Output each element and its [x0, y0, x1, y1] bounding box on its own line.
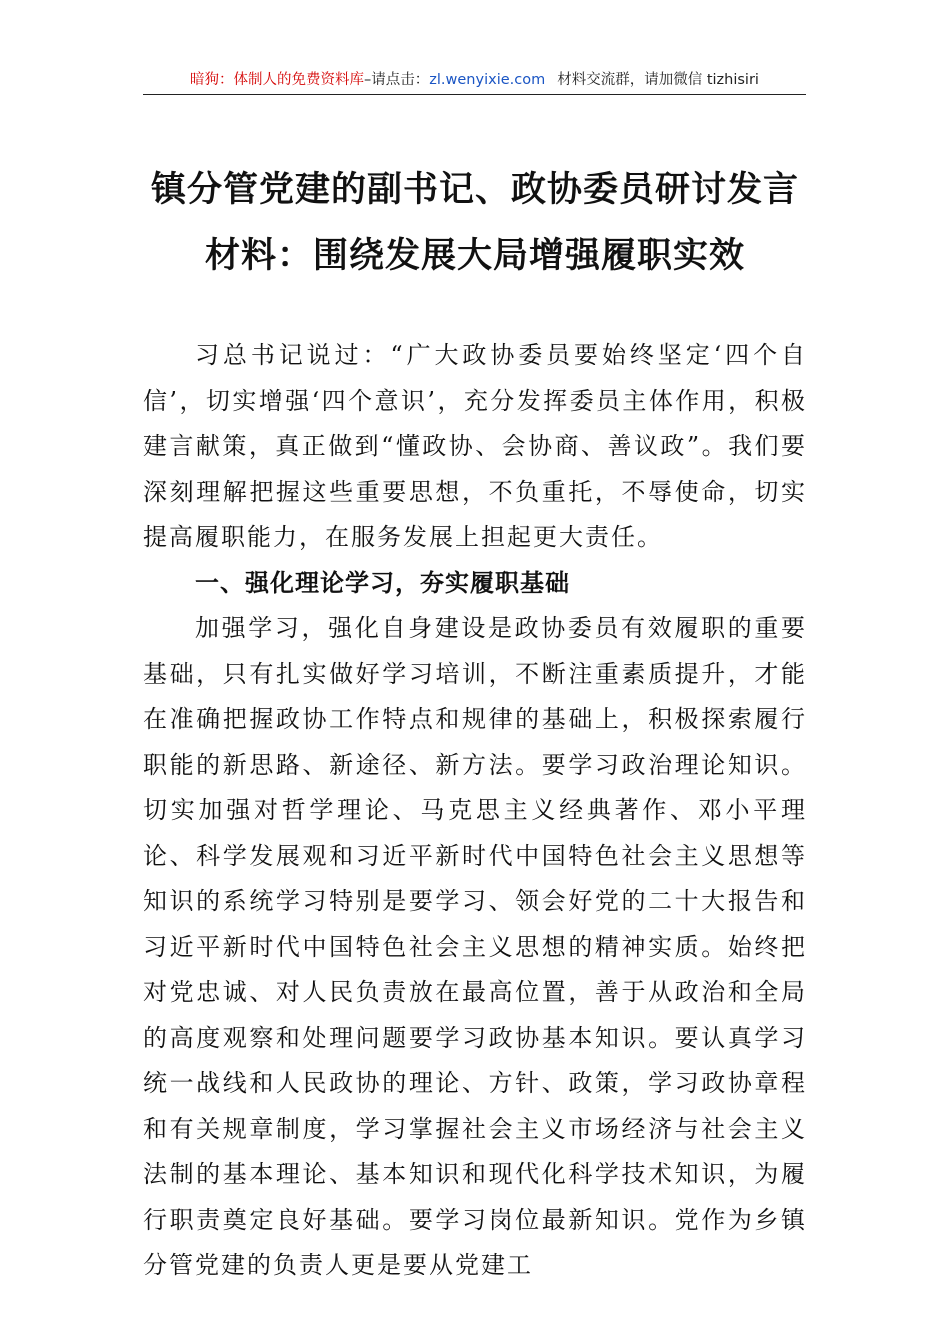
intro-paragraph: 习总书记说过：“广大政协委员要始终坚定‘四个自信’，切实增强‘四个意识’，充分发挥委员主体作用，积极建言献策，真正做到“懂政协、会协商、善议政”。我们要深刻理解把握这些重要思想，不负重托，不辱使命，切实提高履职能力，在服务发展上担起更大责任。	[143, 341, 807, 551]
document-body	[143, 333, 807, 1289]
header-prompt: –请点击：	[364, 72, 430, 88]
document-title-line-1: 镇分管党建的副书记、政协委员研讨发言	[150, 169, 799, 210]
section-1-paragraph: 加强学习，强化自身建设是政协委员有效履职的重要基础，只有扎实做好学习培训，不断注重素质提升，才能在准确把握政协工作特点和规律的基础上，积极探索履行职能的新思路、新途径、新方法。要学习政治理论知识。切实加强对哲学理论、马克思主义经典著作、邓小平理论、科学发展观和习近平新时代中国特色社会主义思想等知识的系统学习特别是要学习、领会好党的二十大报告和习近平新时代中国特色社会主义思想的精神实质。始终把对党忠诚、对人民负责放在最高位置，善于从政治和全局的高度观察和处理问题要学习政协基本知识。要认真学习统一战线和人民政协的理论、方针、政策，学习政协章程和有关规章制度，学习掌握社会主义市场经济与社会主义法制的基本理论、基本知识和现代化科学技术知识，为履行职责奠定良好基础。要学习岗位最新知识。党作为乡镇分管党建的负责人更是要从党建工	[143, 614, 807, 1279]
header-brand: 暗狗：体制人的免费资料库	[190, 72, 365, 88]
document-title-line-2: 材料：围绕发展大局增强履职实效	[204, 235, 745, 276]
header-wechat-group: 材料交流群，请加微信 tizhisiri	[557, 72, 759, 88]
header-url-link[interactable]: zl.wenyixie.com	[429, 72, 546, 88]
section-1-heading: 一、强化理论学习，夯实履职基础	[195, 568, 570, 597]
document-header	[143, 70, 806, 95]
